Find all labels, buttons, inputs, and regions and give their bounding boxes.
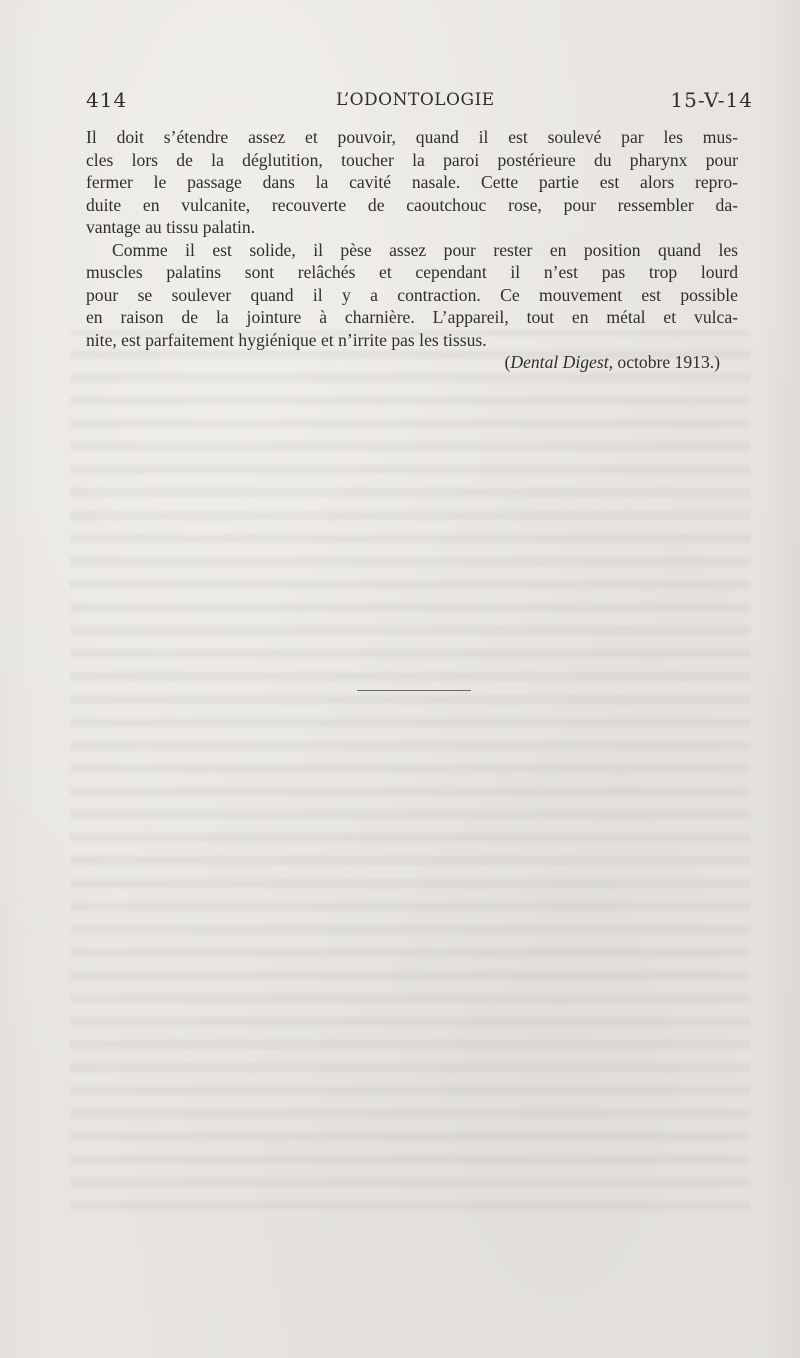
citation-open: (	[504, 352, 511, 372]
body-line: fermer le passage dans la cavité nasale. Cette partie est alors repro-	[86, 172, 738, 192]
body-line: vantage au tissu palatin.	[86, 217, 256, 237]
article-body	[86, 126, 738, 374]
show-through-text	[70, 330, 750, 1210]
body-line: cles lors de la déglutition, toucher la paroi postérieure du pharynx pour	[86, 149, 738, 170]
section-divider	[357, 690, 471, 691]
page-number: 414	[86, 88, 128, 112]
body-line: muscles palatins sont relâchés et cependant il n’est pas trop lourd	[86, 262, 738, 282]
citation-date: octobre 1913.)	[613, 352, 720, 372]
running-head	[86, 88, 766, 118]
body-line: Il doit s’étendre assez et pouvoir, quand il est soulevé par les mus-	[86, 127, 738, 147]
issue-date: 15-V-14	[670, 88, 753, 112]
body-line: duite en vulcanite, recouverte de caoutchouc rose, pour ressembler da-	[86, 194, 738, 215]
journal-title: L’ODONTOLOGIE	[336, 90, 495, 110]
body-line: en raison de la jointure à charnière. L’appareil, tout en métal et vulca-	[86, 307, 738, 327]
body-line: pour se soulever quand il y a contraction. Ce mouvement est possible	[86, 284, 738, 305]
citation	[86, 351, 738, 374]
body-line: Comme il est solide, il pèse assez pour rester en position quand les	[112, 239, 738, 260]
body-line: nite, est parfaitement hygiénique et n’irrite pas les tissus.	[86, 329, 487, 350]
citation-source: Dental Digest,	[510, 352, 613, 372]
